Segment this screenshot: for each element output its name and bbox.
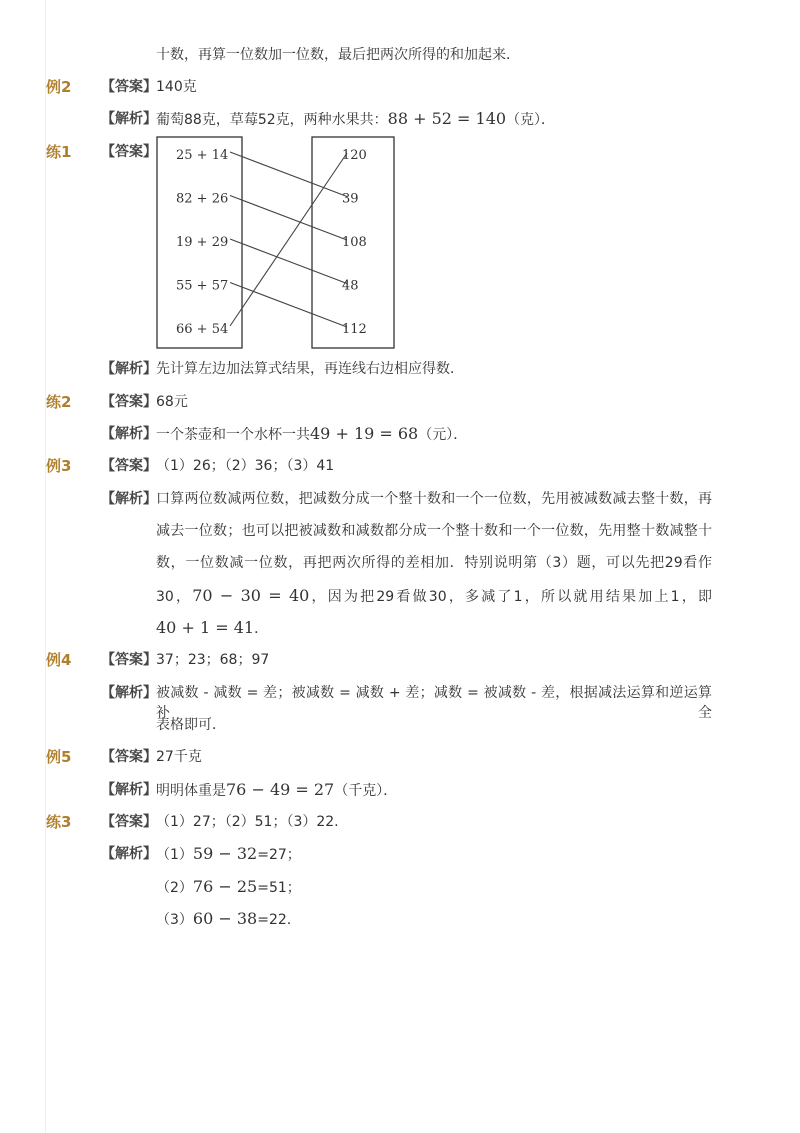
left-expression-5: 66 + 54 bbox=[176, 322, 229, 337]
intro-text: 十数，再算一位数加一位数，最后把两次所得的和加起来． bbox=[156, 47, 520, 63]
match-line-1 bbox=[230, 152, 347, 197]
lian3-answer-tag: 【答案】 bbox=[101, 814, 157, 830]
li2-answer: 140克 bbox=[156, 79, 197, 95]
match-line-5 bbox=[230, 153, 347, 326]
li5-analysis-tag: 【解析】 bbox=[101, 782, 157, 798]
li5-answer: 27千克 bbox=[156, 749, 202, 765]
lian1-analysis: 先计算左边加法算式结果，再连线右边相应得数． bbox=[156, 361, 464, 377]
li4-analysis-line-1: 被减数 - 减数 = 差；被减数 = 减数 + 差；减数 = 被减数 - 差，根据减法运算和逆运算补全 bbox=[156, 685, 712, 721]
match-line-3 bbox=[230, 239, 347, 284]
match-line-2 bbox=[230, 196, 347, 241]
lian3-analysis-3: （3）60 − 38=22. bbox=[156, 909, 292, 928]
li2-label: 例2 bbox=[46, 78, 72, 96]
left-margin-rule bbox=[45, 0, 46, 1133]
li3-analysis-line-3: 数，一位数减一位数，再把两次所得的差相加．特别说明第（3）题，可以先把29看作 bbox=[156, 555, 712, 571]
li2-answer-tag: 【答案】 bbox=[101, 79, 157, 95]
li4-analysis-tag: 【解析】 bbox=[101, 685, 157, 701]
matching-diagram bbox=[150, 132, 400, 352]
li3-analysis-line-4: 30，70 − 30 = 40，因为把29看做30，多减了1，所以就用结果加上1，即 bbox=[156, 586, 712, 605]
left-expression-4: 55 + 57 bbox=[176, 278, 229, 294]
li2-analysis: 葡萄88克，草莓52克，两种水果共：88 + 52 = 140（克）． bbox=[156, 109, 556, 128]
lian2-analysis-tag: 【解析】 bbox=[101, 426, 157, 442]
li4-analysis-line-2: 表格即可． bbox=[156, 717, 226, 733]
lian3-analysis-tag: 【解析】 bbox=[101, 846, 157, 862]
lian2-answer-tag: 【答案】 bbox=[101, 394, 157, 410]
li5-answer-tag: 【答案】 bbox=[101, 749, 157, 765]
li3-analysis-line-5: 40 + 1 = 41． bbox=[156, 618, 269, 637]
li3-analysis-line-2: 减去一位数；也可以把被减数和减数都分成一个整十数和一个一位数，先用整十数减整十 bbox=[156, 523, 712, 539]
lian3-analysis-2: （2）76 − 25=51； bbox=[156, 877, 301, 896]
lian2-analysis: 一个茶壶和一个水杯一共49 + 19 = 68（元）． bbox=[156, 424, 468, 443]
lian3-analysis-1: （1）59 − 32=27； bbox=[156, 844, 301, 863]
li3-analysis-tag: 【解析】 bbox=[101, 491, 157, 507]
match-line-4 bbox=[230, 283, 347, 328]
left-expression-2: 82 + 26 bbox=[176, 191, 229, 207]
li4-answer: 37；23；68；97 bbox=[156, 652, 270, 668]
li3-answer-tag: 【答案】 bbox=[101, 458, 157, 474]
li4-answer-tag: 【答案】 bbox=[101, 652, 157, 668]
li3-answer: （1）26；（2）36；（3）41 bbox=[156, 458, 335, 474]
right-value-1: 120 bbox=[342, 148, 367, 163]
lian1-answer-tag: 【答案】 bbox=[101, 144, 157, 160]
right-value-4: 48 bbox=[342, 278, 359, 294]
li4-label: 例4 bbox=[46, 651, 72, 669]
right-value-3: 108 bbox=[342, 235, 367, 250]
right-value-2: 39 bbox=[342, 191, 359, 207]
left-expression-1: 25 + 14 bbox=[176, 148, 229, 163]
lian2-answer: 68元 bbox=[156, 394, 188, 410]
lian1-analysis-tag: 【解析】 bbox=[101, 361, 157, 377]
li3-label: 例3 bbox=[46, 457, 72, 475]
lian3-label: 练3 bbox=[46, 813, 72, 831]
lian3-answer: （1）27；（2）51；（3）22. bbox=[156, 814, 339, 830]
li3-analysis-line-1: 口算两位数减两位数，把减数分成一个整十数和一个一位数，先用被减数减去整十数，再 bbox=[156, 491, 712, 507]
li2-analysis-tag: 【解析】 bbox=[101, 111, 157, 127]
li5-analysis: 明明体重是76 − 49 = 27（千克）． bbox=[156, 780, 398, 799]
lian1-label: 练1 bbox=[46, 143, 72, 161]
left-expression-3: 19 + 29 bbox=[176, 235, 229, 250]
lian2-label: 练2 bbox=[46, 393, 72, 411]
li5-label: 例5 bbox=[46, 748, 72, 766]
right-value-5: 112 bbox=[342, 322, 367, 337]
